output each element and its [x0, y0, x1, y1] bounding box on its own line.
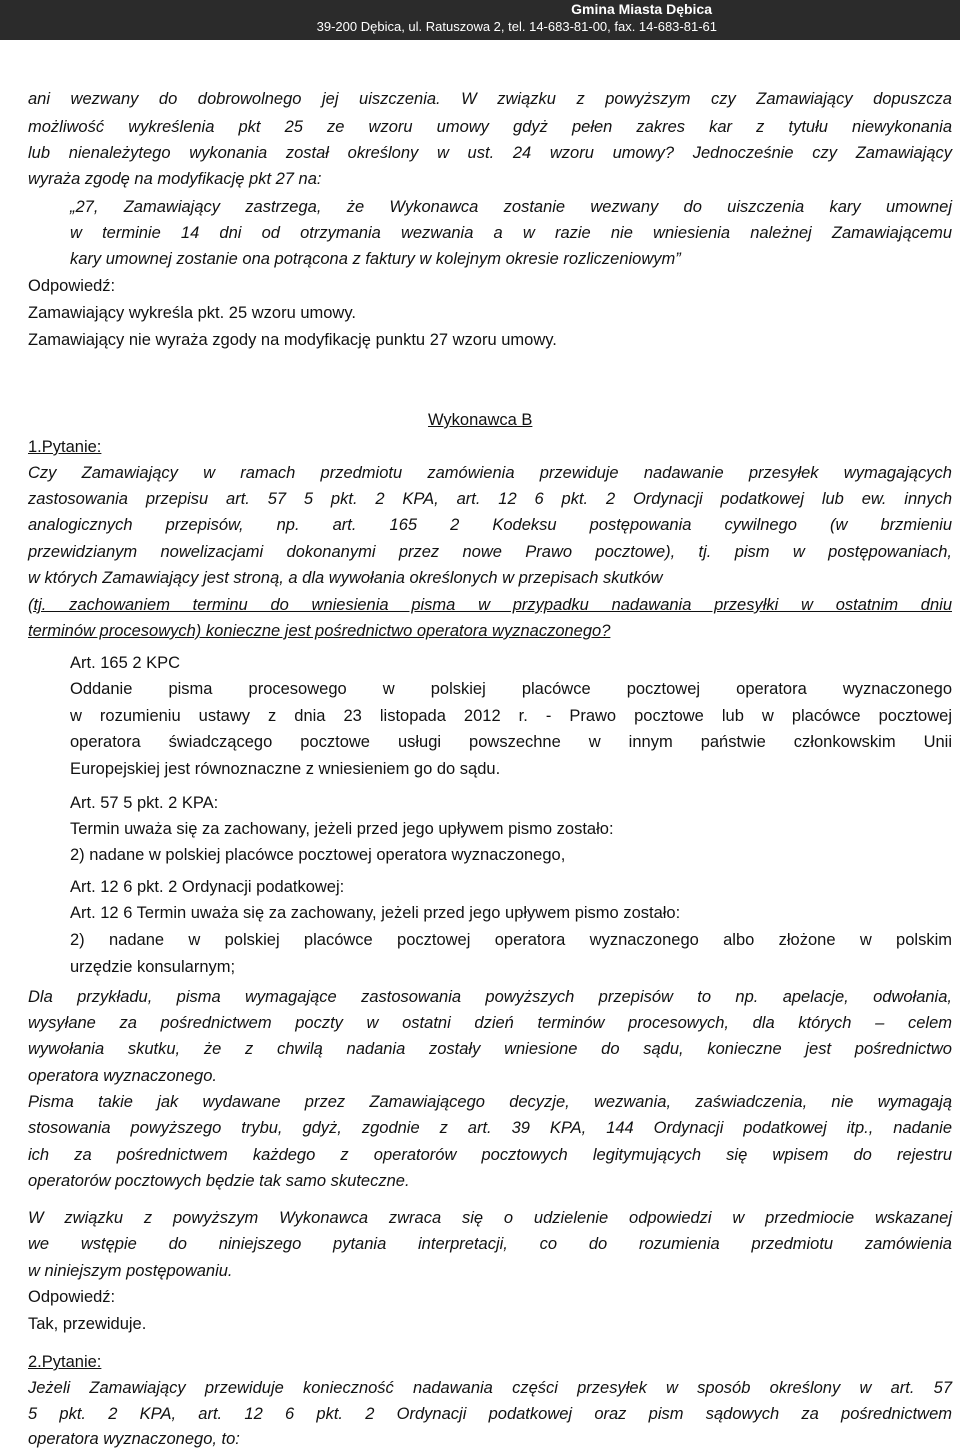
header-org-name: Gmina Miasta Dębica [571, 1, 712, 17]
body-line: Pisma takie jak wydawane przez Zamawiającego decyzje, wezwania, zaświadczenia, nie wymagają [28, 1093, 952, 1111]
body-line: W związku z powyższym Wykonawca zwraca się o udzielenie odpowiedzi w przedmiocie wskazanej [28, 1209, 952, 1227]
question-line: w których Zamawiający jest stroną, a dla wywołania określonych w przepisach skutków [28, 569, 663, 587]
question-line: terminów procesowych) konieczne jest pośrednictwo operatora wyznaczonego? [28, 622, 611, 640]
question-label: 1.Pytanie: [28, 438, 102, 456]
body-line: wywołania skutku, że z chwilą nadania zostały wniesione do sądu, konieczne jest pośrednictwo [28, 1040, 952, 1058]
answer-text: Tak, przewiduje. [28, 1315, 147, 1333]
article-text: Oddanie pisma procesowego w polskiej placówce pocztowej operatora wyznaczonego [70, 680, 952, 698]
article-text: 2) nadane w polskiej placówce pocztowej operatora wyznaczonego albo złożone w polskim [70, 931, 952, 949]
body-line: w niniejszym postępowaniu. [28, 1262, 233, 1280]
section-heading: Wykonawca B [428, 411, 533, 429]
text-line: ani wezwany do dobrowolnego jej uiszczenia. W związku z powyższym czy Zamawiający dopuszcza [28, 90, 952, 108]
article-text: 2) nadane w polskiej placówce pocztowej operatora wyznaczonego, [70, 846, 566, 864]
article-heading: Art. 165 2 KPC [70, 654, 181, 672]
question-line: 5 pkt. 2 KPA, art. 12 6 pkt. 2 Ordynacji podatkowej oraz pism sądowych za pośrednictwem [28, 1405, 952, 1423]
body-line: Dla przykładu, pisma wymagające zastosowania powyższych przepisów to np. apelacje, odwołania, [28, 988, 952, 1006]
quote-line: w terminie 14 dni od otrzymania wezwania a w razie nie wniesienia należnej Zamawiającemu [70, 224, 952, 242]
question-line: Jeżeli Zamawiający przewiduje konieczność nadawania części przesyłek w sposób określony w art. 57 [28, 1379, 952, 1397]
question-line: (tj. zachowaniem terminu do wniesienia pisma w przypadku nadawania przesyłki w ostatnim dniu [28, 596, 952, 614]
article-heading: Art. 57 5 pkt. 2 KPA: [70, 794, 219, 812]
article-text: Europejskiej jest równoznaczne z wniesieniem go do sądu. [70, 760, 501, 778]
question-line: Czy Zamawiający w ramach przedmiotu zamówienia przewiduje nadawanie przesyłek wymagających [28, 464, 952, 482]
question-label: 2.Pytanie: [28, 1353, 102, 1371]
answer-label: Odpowiedź: [28, 277, 116, 295]
article-text: urzędzie konsularnym; [70, 958, 236, 976]
article-heading: Art. 12 6 pkt. 2 Ordynacji podatkowej: [70, 878, 345, 896]
question-line: operatora wyznaczonego, to: [28, 1430, 240, 1448]
article-text: operatora świadczącego pocztowe usługi powszechne w innym państwie członkowskim Unii [70, 733, 952, 751]
article-text: Termin uważa się za zachowany, jeżeli przed jego upływem pismo zostało: [70, 820, 614, 838]
question-line: analogicznych przepisów, np. art. 165 2 Kodeksu postępowania cywilnego (w brzmieniu [28, 516, 952, 534]
question-line: przewidzianym nowelizacjami dokonanymi przez nowe Prawo pocztowe), tj. pism w postępowaniach, [28, 543, 952, 561]
header-address: 39-200 Dębica, ul. Ratuszowa 2, tel. 14-683-81-00, fax. 14-683-81-61 [316, 19, 717, 34]
text-line: możliwość wykreślenia pkt 25 ze wzoru umowy gdyż pełen zakres kar z tytułu niewykonania [28, 118, 952, 136]
article-text: Art. 12 6 Termin uważa się za zachowany, jeżeli przed jego upływem pismo zostało: [70, 904, 681, 922]
page-header [0, 0, 960, 40]
question-line: zastosowania przepisu art. 57 5 pkt. 2 KPA, art. 12 6 pkt. 2 Ordynacji podatkowej lub ew. innych [28, 490, 952, 508]
body-line: operatora wyznaczonego. [28, 1067, 217, 1085]
body-line: we wstępie do niniejszego pytania interpretacji, co do rozumienia przedmiotu zamówienia [28, 1235, 952, 1253]
answer-text: Zamawiający nie wyraża zgody na modyfikację punktu 27 wzoru umowy. [28, 331, 557, 349]
quote-line: kary umownej zostanie ona potrącona z faktury w kolejnym okresie rozliczeniowym” [70, 250, 681, 268]
body-line: ich za pośrednictwem każdego z operatorów pocztowych legitymujących się wpisem do rejestru [28, 1146, 952, 1164]
body-line: stosowania powyższego trybu, gdyż, zgodnie z art. 39 KPA, 144 Ordynacji podatkowej itp., nadanie [28, 1119, 952, 1137]
answer-text: Zamawiający wykreśla pkt. 25 wzoru umowy. [28, 304, 356, 322]
body-line: wysyłane za pośrednictwem poczty w ostatni dzień terminów procesowych, dla których – celem [28, 1014, 952, 1032]
article-text: w rozumieniu ustawy z dnia 23 listopada 2012 r. - Prawo pocztowe lub w placówce pocztowej [70, 707, 952, 725]
answer-label: Odpowiedź: [28, 1288, 116, 1306]
quote-line: „27, Zamawiający zastrzega, że Wykonawca zostanie wezwany do uiszczenia kary umownej [70, 198, 952, 216]
text-line: lub nienależytego wykonania został określony w ust. 24 wzoru umowy? Jednocześnie czy Zamawiający [28, 144, 952, 162]
body-line: operatorów pocztowych będzie tak samo skuteczne. [28, 1172, 410, 1190]
text-line: wyraża zgodę na modyfikację pkt 27 na: [28, 170, 322, 188]
